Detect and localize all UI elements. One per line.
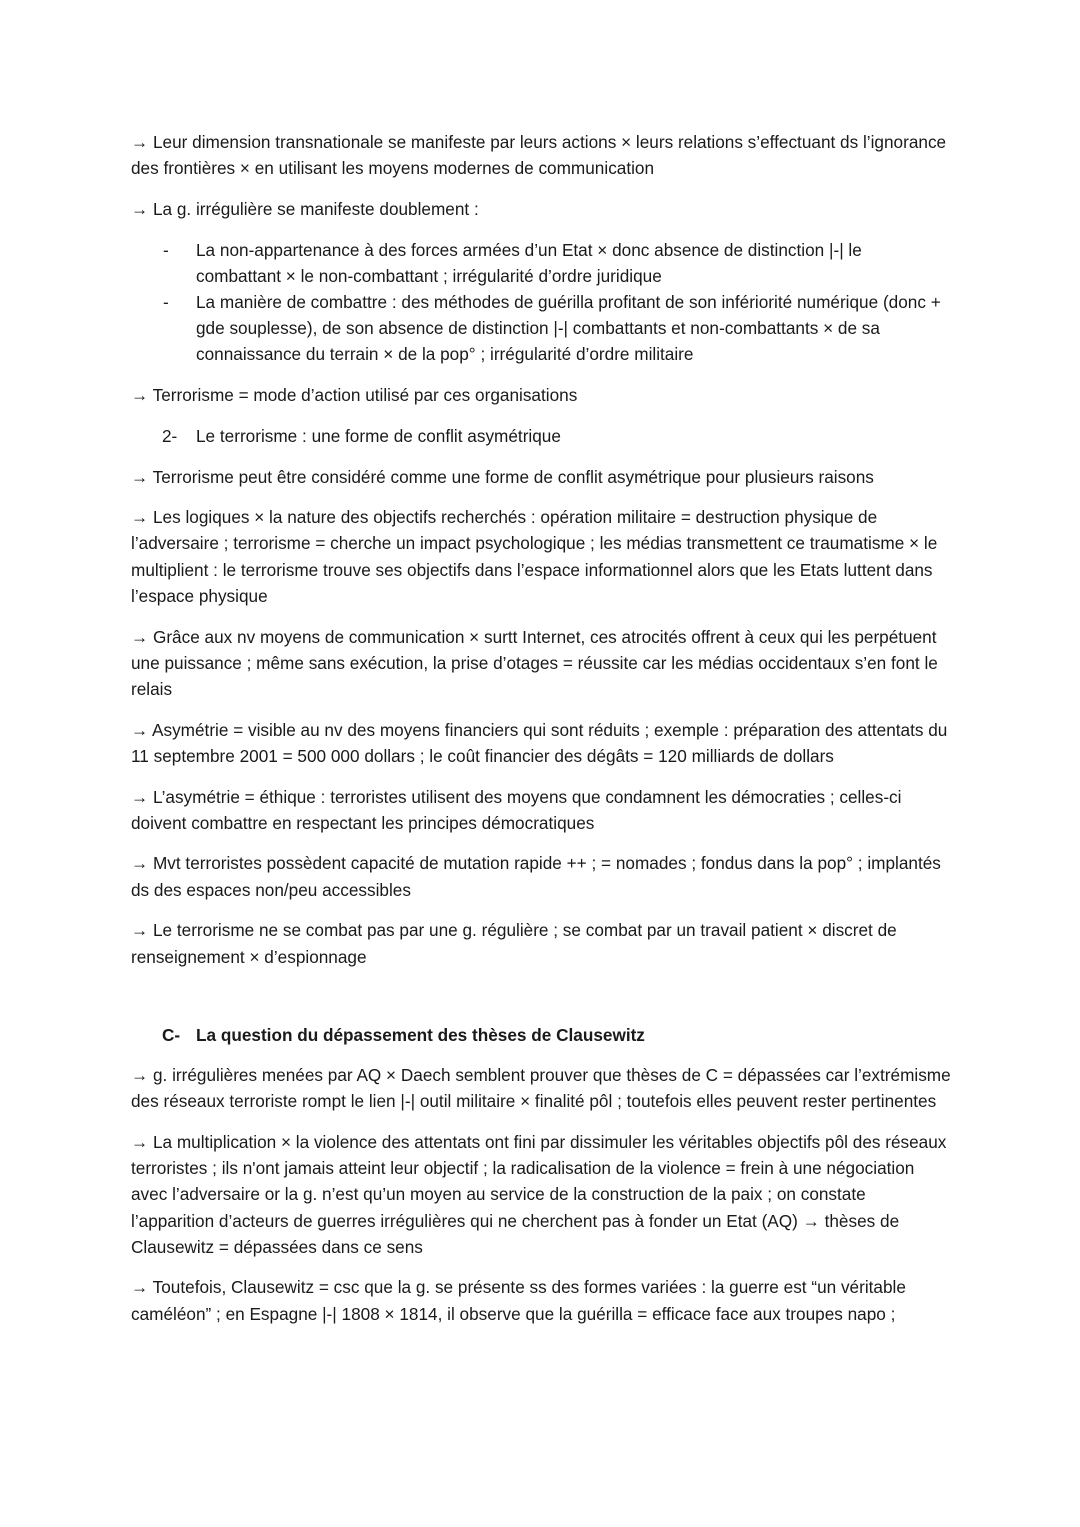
paragraph: → Grâce aux nv moyens de communication × surtt Internet, ces atrocités offrent à ceux qui les perpétuent une puissance ; même sans exécution, la prise d’otages = réussite car les médias occidentaux s’en font le relais [131, 626, 938, 699]
paragraph: → Toutefois, Clausewitz = csc que la g. se présente ss des formes variées : la guerre est “un véritable caméléon” ; en Espagne |-| 1808 × 1814, il observe que la guérilla = efficace face aux troupes napo ; [131, 1277, 906, 1324]
section-heading-title: La question du dépassement des thèses de Clausewitz [196, 1024, 645, 1045]
section-heading-number: C- [162, 1024, 181, 1045]
paragraph: → Leur dimension transnationale se manifeste par leurs actions × leurs relations s’effectuant ds l’ignorance des frontières × en utilisant les moyens modernes de communication [131, 132, 947, 179]
paragraph: → Les logiques × la nature des objectifs recherchés : opération militaire = destruction physique de l’adversaire ; terrorisme = cherche un impact psychologique ; les médias transmettent ce traumatisme × le multiplient : le terrorisme trouve ses objectifs dans l’espace informationnel alors que les Etats luttent dans l’espace physique [131, 507, 938, 606]
bullet-marker: - [163, 239, 169, 260]
paragraph: → La g. irrégulière se manifeste doublement : [131, 198, 479, 219]
bullet-text: La manière de combattre : des méthodes de guérilla profitant de son infériorité numérique (donc + gde souplesse), de son absence de distinction |-| combattants et non-combattants × de sa connaissance du terrain × de la pop° ; irrégularité d’ordre militaire [196, 292, 941, 365]
paragraph: → g. irrégulières menées par AQ × Daech semblent prouver que thèses de C = dépassées car l’extrémisme des réseaux terroriste rompt le lien |-| outil militaire × finalité pôl ; toutefois elles peuvent rester pertinentes [131, 1064, 951, 1112]
paragraph: → La multiplication × la violence des attentats ont fini par dissimuler les véritables objectifs pôl des réseaux terroristes ; ils n'ont jamais atteint leur objectif ; la radicalisation de la violence = frein à une négociation avec l’adversaire or la g. n’est qu’un moyen au service de la construction de la paix ; on constate l’apparition d’acteurs de guerres irrégulières qui ne cherchent pas à fonder un Etat (AQ) → thèses de Clausewitz = dépassées dans ce sens [131, 1131, 947, 1257]
section-heading [131, 1022, 951, 1048]
paragraph: → L’asymétrie = éthique : terroristes utilisent des moyens que condamnent les démocraties ; celles-ci doivent combattre en respectant les principes démocratiques [131, 786, 902, 833]
bullet-marker: - [163, 292, 169, 313]
subheading-title: Le terrorisme : une forme de conflit asymétrique [196, 425, 561, 446]
document-page [131, 129, 951, 1341]
bullet-text: La non-appartenance à des forces armées d’un Etat × donc absence de distinction |-| le combattant × le non-combattant ; irrégularité d’ordre juridique [196, 239, 862, 286]
subheading [131, 423, 951, 449]
paragraph: → Terrorisme = mode d’action utilisé par ces organisations [131, 385, 578, 406]
bullet-list [131, 237, 951, 368]
paragraph: → Terrorisme peut être considéré comme une forme de conflit asymétrique pour plusieurs raisons [131, 466, 874, 487]
paragraph: → Mvt terroristes possèdent capacité de mutation rapide ++ ; = nomades ; fondus dans la pop° ; implantés ds des espaces non/peu accessibles [131, 853, 941, 900]
paragraph: → Asymétrie = visible au nv des moyens financiers qui sont réduits ; exemple : préparation des attentats du 11 septembre 2001 = 500 000 dollars ; le coût financier des dégâts = 120 milliards de dollars [131, 719, 948, 766]
paragraph: → Le terrorisme ne se combat pas par une g. régulière ; se combat par un travail patient × discret de renseignement × d’espionnage [131, 920, 897, 967]
subheading-number: 2- [162, 425, 178, 446]
bullet-item [131, 237, 951, 289]
bullet-item [131, 289, 951, 368]
